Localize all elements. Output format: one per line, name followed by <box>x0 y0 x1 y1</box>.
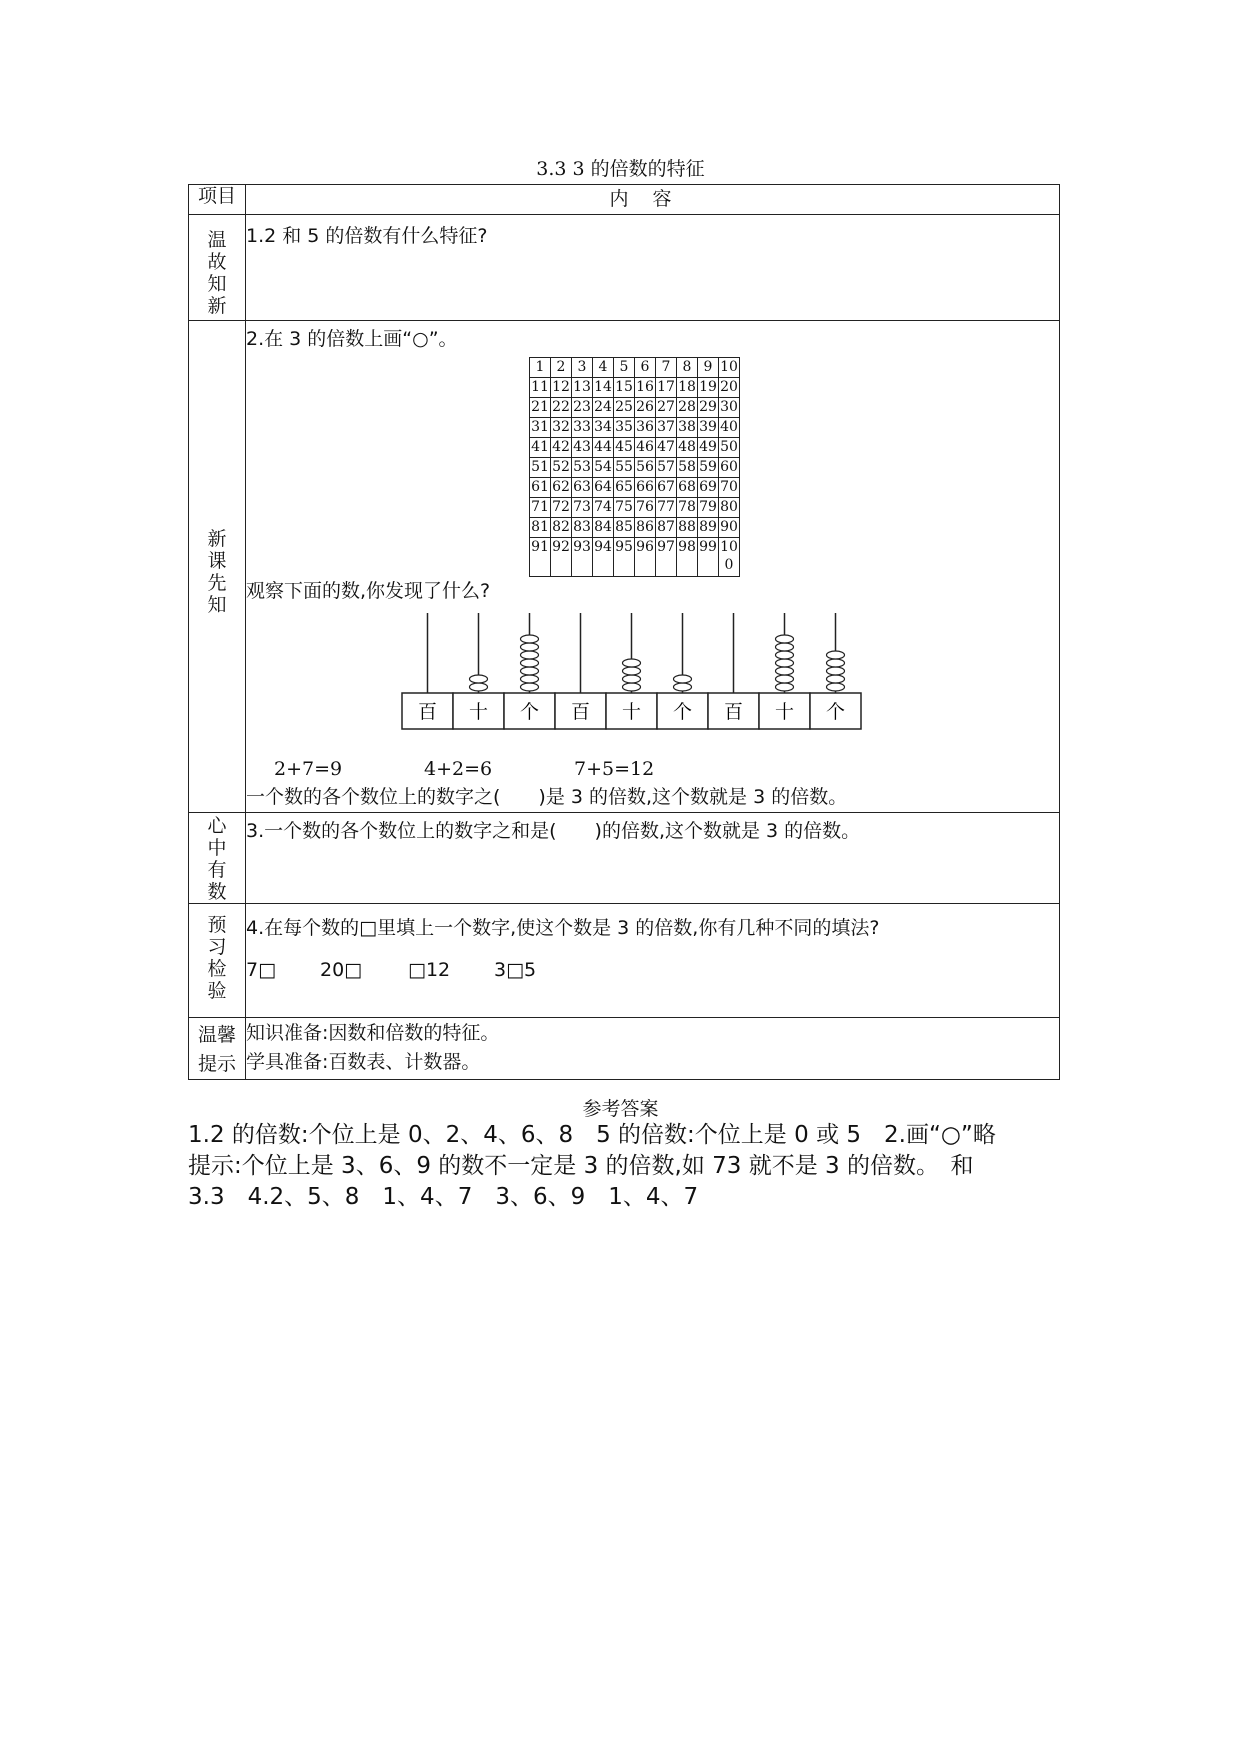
hundred-cell[interactable]: 54 <box>593 458 614 478</box>
hundred-cell[interactable]: 2 <box>551 358 572 378</box>
abacus-bead <box>674 675 692 683</box>
hundred-cell[interactable]: 37 <box>656 418 677 438</box>
hundred-cell[interactable]: 80 <box>719 498 740 518</box>
hundred-cell[interactable]: 76 <box>635 498 656 518</box>
conclusion-text: 一个数的各个数位上的数字之( )是 3 的倍数,这个数就是 3 的倍数。 <box>246 786 848 808</box>
hundred-cell[interactable]: 8 <box>677 358 698 378</box>
abacus <box>246 605 1059 755</box>
hundred-row <box>530 398 740 418</box>
hundred-cell[interactable]: 78 <box>677 498 698 518</box>
abacus-place-label: 百 <box>417 701 438 723</box>
row-label-tips: 温馨提示 <box>189 1018 246 1080</box>
hundred-cell[interactable]: 79 <box>698 498 719 518</box>
hundred-cell[interactable]: 40 <box>719 418 740 438</box>
abacus-bead <box>776 675 794 683</box>
preview-content <box>246 321 1060 813</box>
hundred-cell[interactable]: 18 <box>677 378 698 398</box>
abacus-bead <box>776 659 794 667</box>
hundred-cell[interactable]: 38 <box>677 418 698 438</box>
hundred-cell[interactable]: 94 <box>593 538 614 577</box>
answers <box>188 1120 1060 1213</box>
abacus-bead <box>827 683 845 691</box>
hundred-cell[interactable]: 1 <box>530 358 551 378</box>
hundred-cell[interactable]: 49 <box>698 438 719 458</box>
hundred-cell[interactable]: 68 <box>677 478 698 498</box>
hundred-cell[interactable]: 66 <box>635 478 656 498</box>
abacus-place-label: 个 <box>825 701 846 723</box>
hundred-cell[interactable]: 31 <box>530 418 551 438</box>
abacus-bead <box>521 659 539 667</box>
abacus-bead <box>827 659 845 667</box>
hundred-cell[interactable]: 56 <box>635 458 656 478</box>
abacus-bead <box>470 683 488 691</box>
hundred-cell[interactable]: 99 <box>698 538 719 577</box>
check-items <box>246 956 1059 984</box>
hundred-cell[interactable]: 67 <box>656 478 677 498</box>
abacus-bead <box>827 651 845 659</box>
hundred-cell[interactable]: 34 <box>593 418 614 438</box>
hundred-row <box>530 518 740 538</box>
hundred-cell[interactable]: 32 <box>551 418 572 438</box>
hundred-cell[interactable]: 21 <box>530 398 551 418</box>
abacus-bead <box>521 651 539 659</box>
mind-question: 3.一个数的各个数位上的数字之和是( )的倍数,这个数就是 3 的倍数。 <box>246 813 1060 904</box>
sum-1: 2+7=9 <box>274 758 343 780</box>
abacus-place-label: 个 <box>519 701 540 723</box>
hundred-row <box>530 358 740 378</box>
hundred-cell[interactable]: 53 <box>572 458 593 478</box>
hundred-cell[interactable]: 87 <box>656 518 677 538</box>
hundred-cell[interactable]: 55 <box>614 458 635 478</box>
hundred-cell[interactable]: 27 <box>656 398 677 418</box>
hundred-cell[interactable]: 46 <box>635 438 656 458</box>
hundred-cell[interactable]: 82 <box>551 518 572 538</box>
hundred-cell[interactable]: 10 <box>719 358 740 378</box>
hundred-cell[interactable]: 3 <box>572 358 593 378</box>
abacus-bead <box>776 643 794 651</box>
hundred-cell[interactable]: 95 <box>614 538 635 577</box>
hundred-cell[interactable]: 71 <box>530 498 551 518</box>
abacus-place-label: 十 <box>468 701 489 723</box>
hundred-cell[interactable]: 50 <box>719 438 740 458</box>
hundred-row <box>530 538 740 577</box>
abacus-place-label: 个 <box>672 701 693 723</box>
hundred-cell[interactable]: 47 <box>656 438 677 458</box>
abacus-bead <box>674 683 692 691</box>
hundred-row <box>530 438 740 458</box>
check-question: 4.在每个数的□里填上一个数字,使这个数是 3 的倍数,你有几种不同的填法? <box>246 917 880 939</box>
hundred-cell[interactable]: 91 <box>530 538 551 577</box>
hundred-cell[interactable]: 26 <box>635 398 656 418</box>
hundred-cell[interactable]: 12 <box>551 378 572 398</box>
page-title: 3.3 3 的倍数的特征 <box>536 158 705 180</box>
hundred-cell[interactable]: 60 <box>719 458 740 478</box>
hundred-cell[interactable]: 83 <box>572 518 593 538</box>
hundred-cell[interactable]: 96 <box>635 538 656 577</box>
hundred-cell[interactable]: 24 <box>593 398 614 418</box>
abacus-bead <box>521 667 539 675</box>
hundred-cell[interactable]: 23 <box>572 398 593 418</box>
header-label: 项目 <box>189 185 246 215</box>
hundred-cell[interactable]: 20 <box>719 378 740 398</box>
abacus-drawing <box>234 597 1034 747</box>
hundred-cell[interactable]: 70 <box>719 478 740 498</box>
tips-line: 学具准备:百数表、计数器。 <box>246 1051 481 1073</box>
hundred-row <box>530 478 740 498</box>
row-label-review: 温故知新 <box>189 215 246 321</box>
hundred-cell[interactable]: 69 <box>698 478 719 498</box>
hundred-row <box>530 458 740 478</box>
check-item: 3□5 <box>494 959 537 981</box>
hundred-cell[interactable]: 75 <box>614 498 635 518</box>
hundred-cell[interactable]: 58 <box>677 458 698 478</box>
abacus-bead <box>776 651 794 659</box>
review-question: 1.2 和 5 的倍数有什么特征? <box>246 215 1060 321</box>
sum-2: 4+2=6 <box>424 758 493 780</box>
hundred-cell[interactable]: 39 <box>698 418 719 438</box>
hundred-cell[interactable]: 28 <box>677 398 698 418</box>
hundred-cell[interactable]: 62 <box>551 478 572 498</box>
abacus-bead <box>623 683 641 691</box>
abacus-bead <box>623 659 641 667</box>
hundred-cell[interactable]: 85 <box>614 518 635 538</box>
header-content: 内容 <box>246 185 1060 215</box>
hundred-cell[interactable]: 88 <box>677 518 698 538</box>
hundred-cell[interactable]: 73 <box>572 498 593 518</box>
check-item: 20□ <box>320 959 363 981</box>
hundred-cell[interactable]: 7 <box>656 358 677 378</box>
abacus-bead <box>776 635 794 643</box>
hundred-cell[interactable]: 98 <box>677 538 698 577</box>
preview-question: 2.在 3 的倍数上画“○”。 <box>246 328 458 350</box>
row-label-check: 预习检验 <box>189 904 246 1018</box>
abacus-place-label: 百 <box>723 701 744 723</box>
sum-line <box>246 755 1059 783</box>
hundred-cell[interactable]: 86 <box>635 518 656 538</box>
answer-line: 1.2 的倍数:个位上是 0、2、4、6、8 5 的倍数:个位上是 0 或 5 2.画“○”略 <box>188 1122 996 1148</box>
hundred-cell[interactable]: 5 <box>614 358 635 378</box>
hundred-cell[interactable]: 36 <box>635 418 656 438</box>
hundred-cell[interactable]: 84 <box>593 518 614 538</box>
hundred-cell[interactable]: 51 <box>530 458 551 478</box>
hundred-cell[interactable]: 64 <box>593 478 614 498</box>
hundred-cell[interactable]: 15 <box>614 378 635 398</box>
answer-line: 3.3 4.2、5、8 1、4、7 3、6、9 1、4、7 <box>188 1184 699 1210</box>
hundred-cell[interactable]: 63 <box>572 478 593 498</box>
check-item: □12 <box>408 959 451 981</box>
hundred-cell[interactable]: 61 <box>530 478 551 498</box>
answer-line: 提示:个位上是 3、6、9 的数不一定是 3 的倍数,如 73 就不是 3 的倍数。 和 <box>188 1153 974 1179</box>
row-label-mind: 心中有数 <box>189 813 246 904</box>
hundred-cell[interactable]: 59 <box>698 458 719 478</box>
abacus-place-label: 百 <box>570 701 591 723</box>
hundred-cell[interactable]: 17 <box>656 378 677 398</box>
hundred-cell[interactable]: 100 <box>719 538 740 577</box>
hundred-cell[interactable]: 41 <box>530 438 551 458</box>
hundred-cell[interactable]: 43 <box>572 438 593 458</box>
hundred-cell[interactable]: 16 <box>635 378 656 398</box>
abacus-place-label: 十 <box>774 701 795 723</box>
abacus-bead <box>521 635 539 643</box>
hundred-cell[interactable]: 35 <box>614 418 635 438</box>
hundred-cell[interactable]: 92 <box>551 538 572 577</box>
abacus-bead <box>827 667 845 675</box>
hundred-cell[interactable]: 9 <box>698 358 719 378</box>
hundred-cell[interactable]: 11 <box>530 378 551 398</box>
abacus-place-label: 十 <box>621 701 642 723</box>
abacus-bead <box>470 675 488 683</box>
hundred-cell[interactable]: 25 <box>614 398 635 418</box>
hundred-cell[interactable]: 57 <box>656 458 677 478</box>
hundred-row <box>530 418 740 438</box>
observe-text: 观察下面的数,你发现了什么? <box>246 580 491 602</box>
abacus-bead <box>521 643 539 651</box>
abacus-bead <box>521 675 539 683</box>
hundred-cell[interactable]: 14 <box>593 378 614 398</box>
hundred-cell[interactable]: 13 <box>572 378 593 398</box>
hundred-cell[interactable]: 81 <box>530 518 551 538</box>
tips-line: 知识准备:因数和倍数的特征。 <box>246 1022 500 1044</box>
hundred-cell[interactable]: 93 <box>572 538 593 577</box>
check-item: 7□ <box>246 959 277 981</box>
hundred-cell[interactable]: 29 <box>698 398 719 418</box>
hundred-row <box>530 498 740 518</box>
hundred-cell[interactable]: 6 <box>635 358 656 378</box>
abacus-bead <box>776 667 794 675</box>
hundred-cell[interactable]: 30 <box>719 398 740 418</box>
abacus-bead <box>623 667 641 675</box>
tips-content <box>246 1018 1060 1080</box>
hundred-cell[interactable]: 22 <box>551 398 572 418</box>
sum-3: 7+5=12 <box>574 758 655 780</box>
abacus-bead <box>521 683 539 691</box>
hundred-cell[interactable]: 48 <box>677 438 698 458</box>
hundred-cell[interactable]: 97 <box>656 538 677 577</box>
hundred-cell[interactable]: 19 <box>698 378 719 398</box>
hundred-cell[interactable]: 74 <box>593 498 614 518</box>
abacus-bead <box>623 675 641 683</box>
hundred-cell[interactable]: 90 <box>719 518 740 538</box>
hundred-row <box>530 378 740 398</box>
study-table <box>188 184 1060 1080</box>
hundred-cell[interactable]: 4 <box>593 358 614 378</box>
check-content <box>246 904 1060 1018</box>
hundred-cell[interactable]: 33 <box>572 418 593 438</box>
hundred-cell[interactable]: 45 <box>614 438 635 458</box>
abacus-bead <box>776 683 794 691</box>
hundred-cell[interactable]: 77 <box>656 498 677 518</box>
answer-title: 参考答案 <box>582 1098 659 1120</box>
hundred-cell[interactable]: 44 <box>593 438 614 458</box>
hundred-cell[interactable]: 89 <box>698 518 719 538</box>
abacus-bead <box>827 675 845 683</box>
row-label-preview: 新课先知 <box>189 321 246 813</box>
hundred-cell[interactable]: 72 <box>551 498 572 518</box>
hundred-chart <box>529 357 740 577</box>
hundred-cell[interactable]: 65 <box>614 478 635 498</box>
hundred-cell[interactable]: 42 <box>551 438 572 458</box>
hundred-cell[interactable]: 52 <box>551 458 572 478</box>
